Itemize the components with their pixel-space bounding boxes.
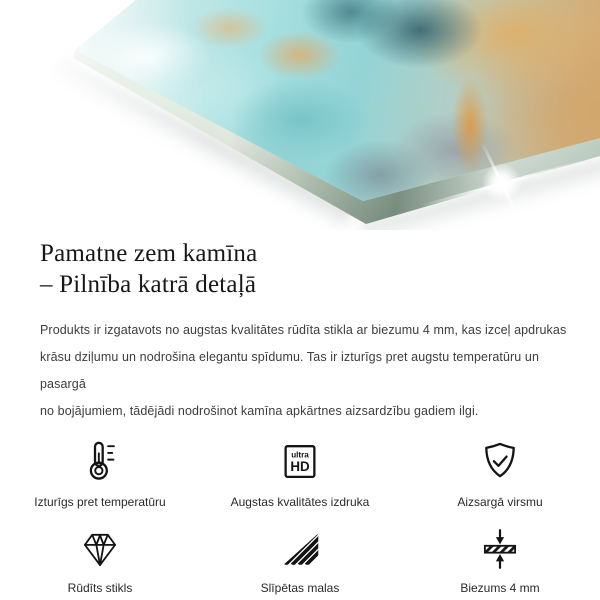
title-line-1: Pamatne zem kamīna xyxy=(40,240,258,267)
thickness-icon xyxy=(478,523,522,571)
feature-label: Rūdīts stikls xyxy=(67,581,133,595)
diamond-icon xyxy=(77,523,123,571)
product-image xyxy=(0,0,600,230)
title-line-2: – Pilnība katrā detaļā xyxy=(40,271,257,298)
feature-beveled-edges xyxy=(200,523,400,595)
beveled-edges-icon xyxy=(278,523,322,571)
ultra-hd-icon xyxy=(277,437,323,485)
feature-label: Biezums 4 mm xyxy=(460,581,540,595)
description-line: krāsu dziļumu un nodrošina elegantu spīdumu. Tas ir izturīgs pret augstu temperatūru un pasargā xyxy=(40,350,540,391)
feature-label: Augstas kvalitātes izdruka xyxy=(230,495,370,509)
description-line: Produkts ir izgatavots no augstas kvalitātes rūdīta stikla ar biezumu 4 mm, kas izceļ apdrukas xyxy=(40,323,567,337)
feature-grid xyxy=(0,437,600,595)
feature-label: Slīpētas malas xyxy=(260,581,340,595)
feature-label: Aizsargā virsmu xyxy=(457,495,543,509)
feature-thickness xyxy=(400,523,600,595)
feature-print-quality xyxy=(200,437,400,509)
ultra-hd-icon-text-top: ultra xyxy=(291,450,309,460)
page-title xyxy=(40,238,570,300)
product-description-section xyxy=(0,230,600,425)
ultra-hd-icon-text-bottom: HD xyxy=(290,459,310,475)
description-line: no bojājumiem, tādējādi nodrošinot kamīna apkārtnes aizsardzību gadiem ilgi. xyxy=(40,404,479,418)
shield-check-icon xyxy=(477,437,523,485)
feature-protection xyxy=(400,437,600,509)
feature-tempered-glass xyxy=(0,523,200,595)
feature-temperature xyxy=(0,437,200,509)
thermometer-icon xyxy=(77,437,123,485)
feature-label: Izturīgs pret temperatūru xyxy=(34,495,166,509)
product-description xyxy=(40,317,570,425)
